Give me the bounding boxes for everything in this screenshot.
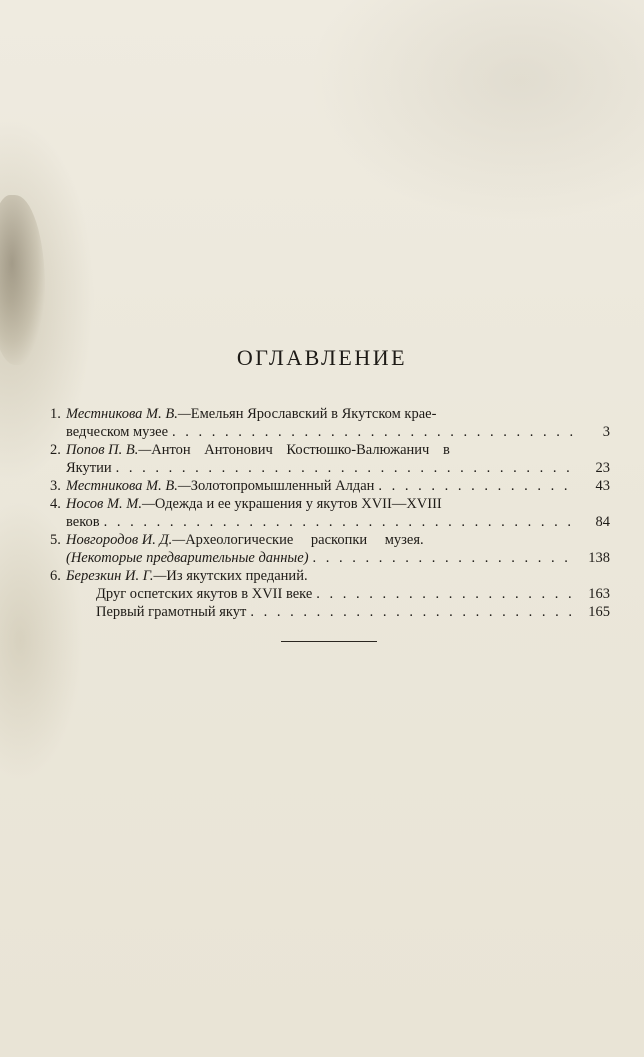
entry-page-number: 84	[595, 514, 610, 530]
toc-subitem	[50, 585, 610, 603]
page-title: ОГЛАВЛЕНИЕ	[236, 345, 408, 370]
entry-author: Попов П. В.—	[66, 442, 152, 458]
toc-entry-4	[50, 495, 610, 531]
page-stain	[0, 195, 45, 365]
entry-number: 3.	[50, 478, 61, 494]
entry-title-continued: ведческом музее	[66, 424, 169, 440]
dot-leader	[312, 585, 576, 603]
toc-entry-1	[50, 405, 610, 441]
toc-entry-6	[50, 567, 610, 621]
entry-number: 2.	[50, 442, 61, 458]
closing-rule	[281, 641, 377, 642]
toc-entry-3	[50, 477, 610, 495]
entry-page-number: 43	[595, 478, 610, 494]
entry-author: Новгородов И. Д.—	[66, 532, 186, 548]
dot-leader	[100, 513, 576, 531]
entry-title: Одежда и ее украшения у якутов XVII—XVIII	[154, 496, 442, 512]
entry-title: Емельян Ярославский в Якутском крае-	[190, 406, 437, 422]
subitem-page-number: 165	[588, 604, 610, 620]
entry-title: Золотопромышленный Алдан	[190, 478, 375, 494]
dot-leader	[246, 603, 576, 621]
dot-leader	[374, 477, 576, 495]
dot-leader	[112, 459, 576, 477]
toc-subitem	[50, 603, 610, 621]
entry-title-continued: веков	[66, 514, 100, 530]
entry-title: Из якутских преданий.	[166, 568, 308, 584]
entry-title-continued: Якутии	[66, 460, 112, 476]
entry-page-number: 3	[602, 424, 610, 440]
table-of-contents	[50, 405, 610, 621]
entry-title: Антон Антонович Костюшко-Валюжанич в	[151, 442, 450, 458]
subitem-title: Друг оспетских якутов в XVII веке	[96, 586, 313, 602]
dot-leader	[168, 423, 576, 441]
entry-title: Археологические раскопки музея.	[185, 532, 424, 548]
entry-number: 5.	[50, 532, 61, 548]
entry-author: Местникова М. В.—	[66, 478, 191, 494]
dot-leader	[309, 549, 576, 567]
entry-page-number: 138	[588, 550, 610, 566]
entry-author: Носов М. М.—	[66, 496, 155, 512]
entry-number: 1.	[50, 406, 61, 422]
entry-number: 4.	[50, 496, 61, 512]
entry-author: Местникова М. В.—	[66, 406, 191, 422]
toc-entry-2	[50, 441, 610, 477]
toc-entry-5	[50, 531, 610, 567]
entry-subtitle: (Некоторые предварительные данные)	[66, 550, 309, 566]
subitem-title: Первый грамотный якут	[96, 604, 247, 620]
entry-author: Березкин И. Г.—	[66, 568, 167, 584]
subitem-page-number: 163	[588, 586, 610, 602]
entry-number: 6.	[50, 568, 61, 584]
entry-page-number: 23	[595, 460, 610, 476]
